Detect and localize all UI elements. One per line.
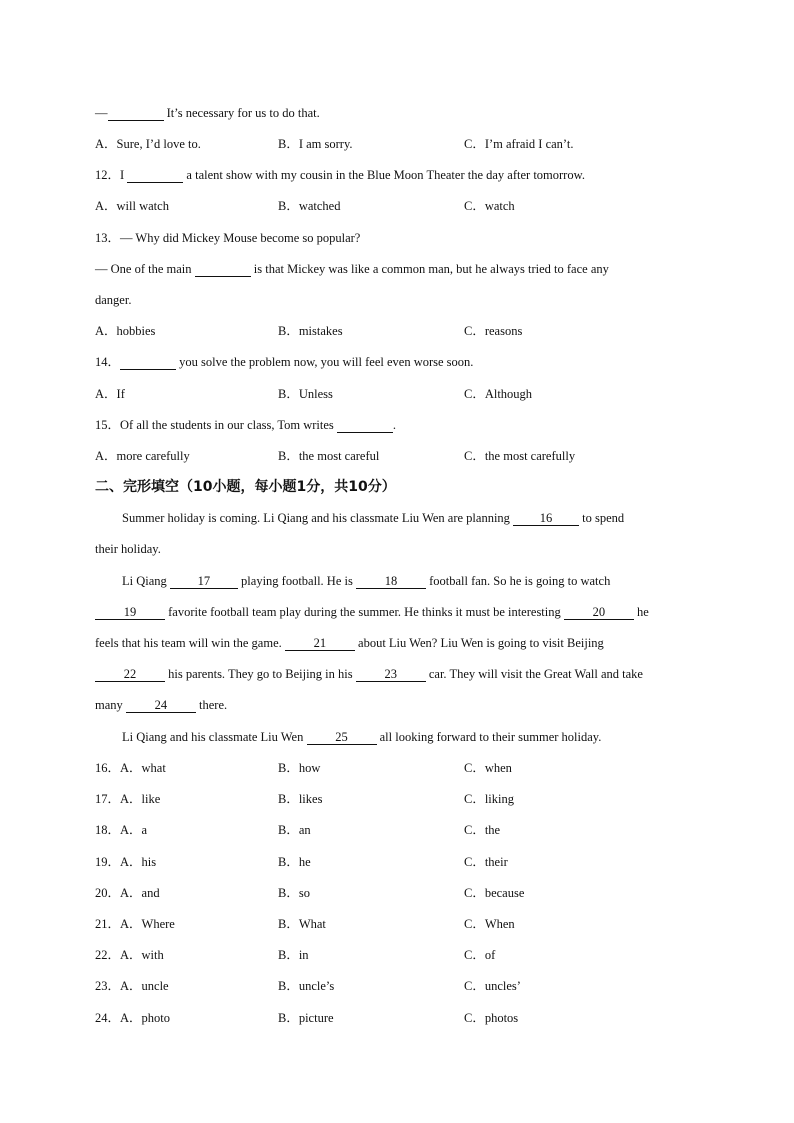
q12-option-b[interactable]: B．watched xyxy=(278,199,341,213)
q13-question: 13．— Why did Mickey Mouse become so popular? xyxy=(95,231,361,245)
q19-option-b[interactable]: B．he xyxy=(278,855,311,869)
q18-option-a[interactable]: 18．A．a xyxy=(95,823,148,837)
blank-16[interactable]: 16 xyxy=(513,512,579,526)
q14-option-c[interactable]: C．Although xyxy=(464,387,533,401)
q11-option-a[interactable]: A．Sure, I’d love to. xyxy=(95,137,201,151)
q24-option-a[interactable]: 24．A．photo xyxy=(95,1011,171,1025)
passage-line-1: Summer holiday is coming. Li Qiang and his classmate Liu Wen are planning 16 to spend xyxy=(122,511,625,525)
q15-blank[interactable] xyxy=(337,419,393,433)
q16-option-b[interactable]: B．how xyxy=(278,761,321,775)
q11-option-b[interactable]: B．I am sorry. xyxy=(278,137,353,151)
q21-option-c[interactable]: C．When xyxy=(464,917,515,931)
q13-stem: — One of the main is that Mickey was like a common man, but he always tried to face any xyxy=(95,262,609,276)
q14-option-b[interactable]: B．Unless xyxy=(278,387,333,401)
q12-option-a[interactable]: A．will watch xyxy=(95,199,169,213)
q20-option-c[interactable]: C．because xyxy=(464,886,525,900)
q19-option-c[interactable]: C．their xyxy=(464,855,508,869)
q23-option-c[interactable]: C．uncles’ xyxy=(464,979,521,993)
q22-option-a[interactable]: 22．A．with xyxy=(95,948,164,962)
q19-option-a[interactable]: 19．A．his xyxy=(95,855,157,869)
passage-line-3: Li Qiang 17 playing football. He is 18 football fan. So he is going to watch xyxy=(122,574,611,588)
q12-blank[interactable] xyxy=(127,169,183,183)
q18-option-c[interactable]: C．the xyxy=(464,823,501,837)
blank-20[interactable]: 20 xyxy=(564,606,634,620)
q15-option-a[interactable]: A．more carefully xyxy=(95,449,190,463)
q17-option-b[interactable]: B．likes xyxy=(278,792,323,806)
q13-option-a[interactable]: A．hobbies xyxy=(95,324,156,338)
q12-option-c[interactable]: C．watch xyxy=(464,199,515,213)
passage-line-6: 22 his parents. They go to Beijing in his 23 car. They will visit the Great Wall and take xyxy=(95,666,643,682)
passage-line-2: their holiday. xyxy=(95,542,161,556)
passage-line-4: 19 favorite football team play during the summer. He thinks it must be interesting 20 he xyxy=(95,604,649,620)
q14-stem: 14． you solve the problem now, you will feel even worse soon. xyxy=(95,355,474,369)
q15-stem: 15．Of all the students in our class, Tom writes . xyxy=(95,418,397,432)
blank-19[interactable]: 19 xyxy=(95,606,165,620)
q22-option-c[interactable]: C．of xyxy=(464,948,496,962)
q22-option-b[interactable]: B．in xyxy=(278,948,309,962)
passage-line-8: Li Qiang and his classmate Liu Wen 25 all looking forward to their summer holiday. xyxy=(122,730,602,744)
q14-blank[interactable] xyxy=(120,356,176,370)
q11-option-c[interactable]: C．I’m afraid I can’t. xyxy=(464,137,574,151)
q13-option-c[interactable]: C．reasons xyxy=(464,324,523,338)
q11-blank[interactable] xyxy=(108,107,164,121)
q13-option-b[interactable]: B．mistakes xyxy=(278,324,343,338)
q13-blank[interactable] xyxy=(195,263,251,277)
q17-option-a[interactable]: 17．A．like xyxy=(95,792,161,806)
q24-option-c[interactable]: C．photos xyxy=(464,1011,519,1025)
blank-24[interactable]: 24 xyxy=(126,699,196,713)
blank-17[interactable]: 17 xyxy=(170,575,238,589)
blank-23[interactable]: 23 xyxy=(356,668,426,682)
passage-line-7: many 24 there. xyxy=(95,698,228,712)
q24-option-b[interactable]: B．picture xyxy=(278,1011,334,1025)
q14-option-a[interactable]: A．If xyxy=(95,387,125,401)
q16-option-c[interactable]: C．when xyxy=(464,761,512,775)
q12-stem: 12．I a talent show with my cousin in the Blue Moon Theater the day after tomorrow. xyxy=(95,168,585,182)
q21-option-a[interactable]: 21．A．Where xyxy=(95,917,175,931)
q20-option-a[interactable]: 20．A．and xyxy=(95,886,160,900)
q23-option-a[interactable]: 23．A．uncle xyxy=(95,979,169,993)
q15-option-c[interactable]: C．the most carefully xyxy=(464,449,576,463)
blank-18[interactable]: 18 xyxy=(356,575,426,589)
q13-stem-continued: danger. xyxy=(95,293,132,307)
blank-22[interactable]: 22 xyxy=(95,668,165,682)
q20-option-b[interactable]: B．so xyxy=(278,886,310,900)
q21-option-b[interactable]: B．What xyxy=(278,917,326,931)
q15-option-b[interactable]: B．the most careful xyxy=(278,449,380,463)
q23-option-b[interactable]: B．uncle’s xyxy=(278,979,335,993)
passage-line-5: feels that his team will win the game. 21 about Liu Wen? Liu Wen is going to visit Beijing xyxy=(95,636,604,650)
q17-option-c[interactable]: C．liking xyxy=(464,792,515,806)
blank-25[interactable]: 25 xyxy=(307,731,377,745)
q18-option-b[interactable]: B．an xyxy=(278,823,311,837)
q16-option-a[interactable]: 16．A．what xyxy=(95,761,166,775)
section-heading-cloze: 二、完形填空（10小题，每小题1分，共10分） xyxy=(95,479,396,495)
blank-21[interactable]: 21 xyxy=(285,637,355,651)
q11-dialogue-line: — It’s necessary for us to do that. xyxy=(95,106,320,120)
